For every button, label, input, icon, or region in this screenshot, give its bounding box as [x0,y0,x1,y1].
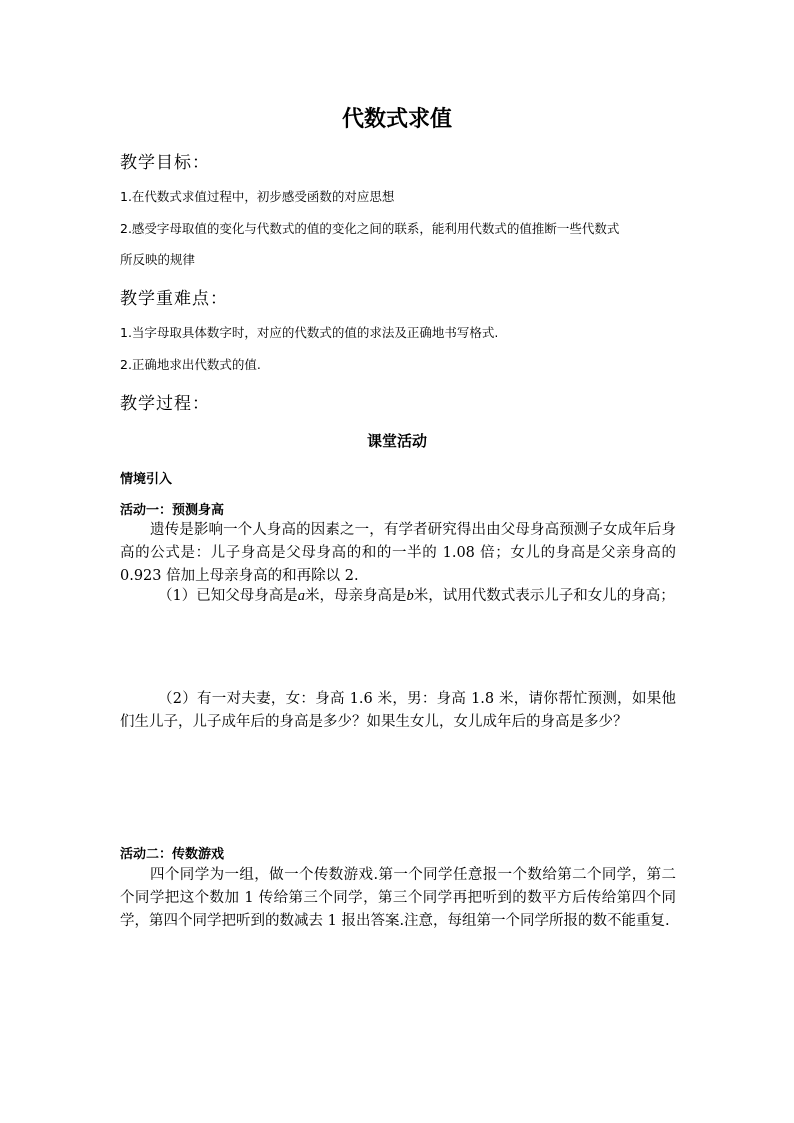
document-title: 代数式求值 [341,106,452,132]
activity1-question2: （2）有一对夫妻，女：身高 1.6 米，男：身高 1.8 米，请你帮忙预测，如果他们生儿子，儿子成年后的身高是多少？如果生女儿，女儿成年后的身高是多少？ [120,691,676,730]
question1-text-mid: 米，母亲身高是 [304,588,407,604]
activity2-paragraph: 四个同学为一组，做一个传数游戏.第一个同学任意报一个数给第二个同学，第二个同学把这个数加 1 传给第三个同学，第三个同学再把听到的数平方后传给第四个同学，第四个同学把听到的数减去 1 报出答案.注意，每组第一个同学所报的数不能重复. [120,867,676,929]
objective-item-1: 1.在代数式求值过程中，初步感受函数的对应思想 [120,189,395,204]
intro-label: 情境引入 [120,472,173,487]
objective-item-2: 2.感受字母取值的变化与代数式的值的变化之间的联系，能利用代数式的值推断一些代数式 [120,221,620,236]
key-point-item-1: 1.当字母取具体数字时，对应的代数式的值的求法及正确地书写格式. [120,325,499,340]
key-points-heading: 教学重难点： [120,289,228,309]
activity1-question1 [120,585,676,608]
classroom-activity-title: 课堂活动 [366,432,427,450]
objectives-heading: 教学目标： [120,153,210,173]
activity1-title: 活动一：预测身高 [120,503,225,518]
question1-text-start: （1）已知父母身高是 [158,588,298,604]
activity2-title: 活动二：传数游戏 [120,847,225,862]
activity1-paragraph: 遗传是影响一个人身高的因素之一，有学者研究得出由父母身高预测子女成年后身高的公式是：儿子身高是父母身高的和的一半的 1.08 倍；女儿的身高是父亲身高的 0.923 倍加上母亲身高的和再除以 2. [120,522,676,584]
key-point-item-2: 2.正确地求出代数式的值. [120,357,261,372]
process-heading: 教学过程： [120,394,210,414]
variable-a: a [297,588,305,604]
question1-text-end: 米，试用代数式表示儿子和女儿的身高； [413,588,675,604]
variable-b: b [406,588,414,604]
objective-item-2-continued: 所反映的规律 [120,252,196,267]
